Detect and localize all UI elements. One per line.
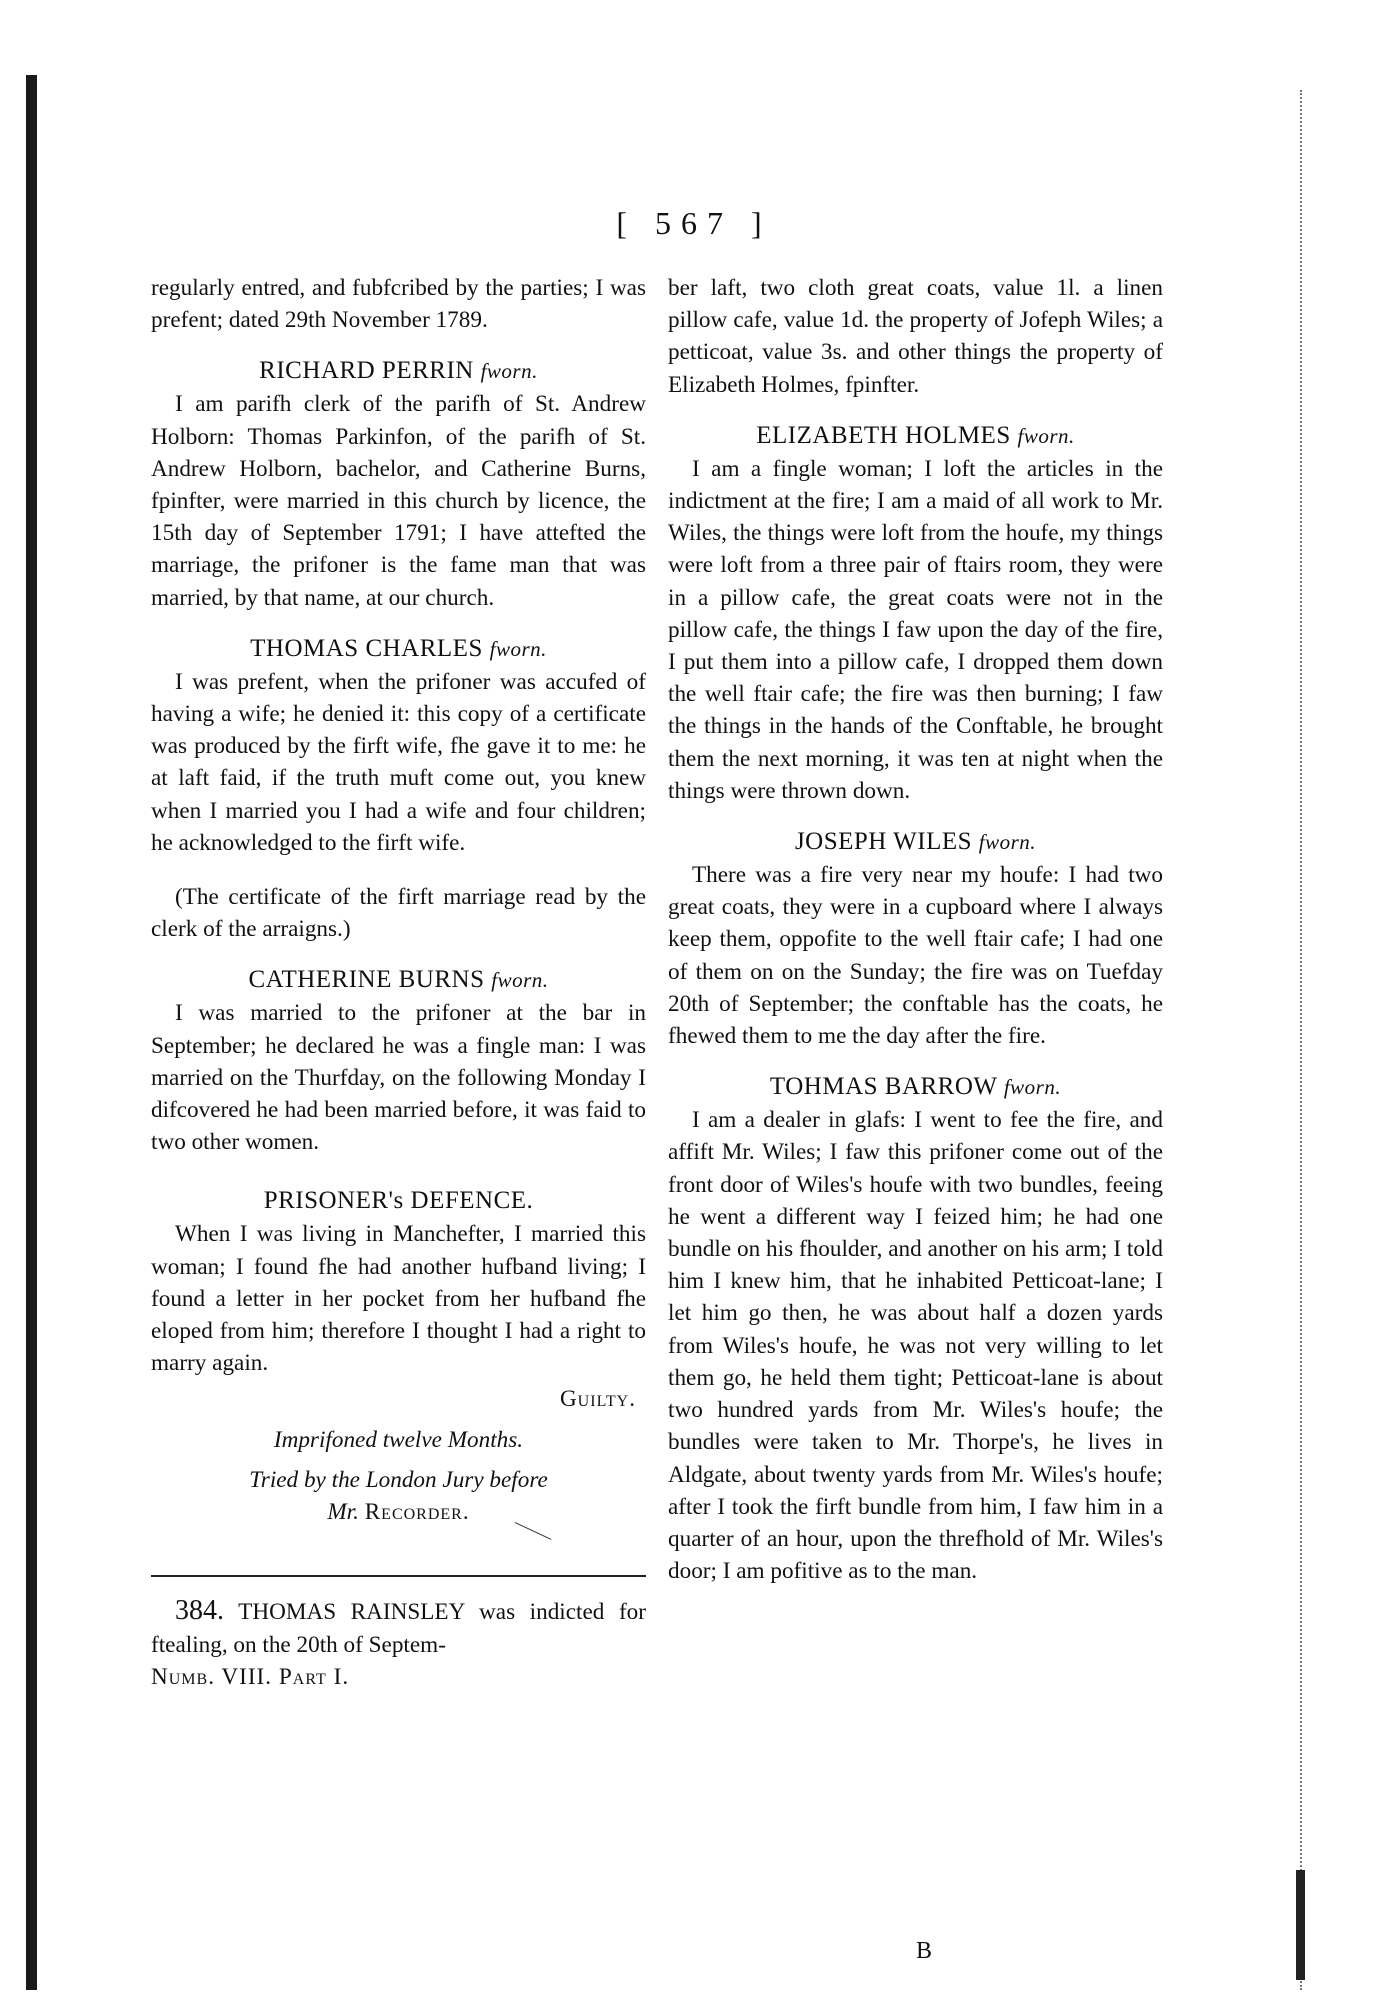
- sworn-label: fworn.: [978, 830, 1037, 855]
- sentence: Imprifoned twelve Months.: [273, 1426, 524, 1453]
- defence-heading: PRISONER's DEFENCE.: [263, 1187, 534, 1215]
- court-note: (The certificate of the firft marriage read by the clerk of the arraigns.): [151, 884, 646, 943]
- defence-text: When I was living in Manchefter, I married this woman; I found fhe had another hufband living; I found a letter in her pocket from her hufband fhe eloped from him; therefore I thought I had a right to marry again.: [151, 1221, 646, 1377]
- witness-name: TOHMAS BARROW: [769, 1073, 998, 1101]
- witness-name: THOMAS CHARLES: [250, 634, 483, 662]
- recorder-label: Recorder.: [364, 1499, 470, 1526]
- sworn-label: fworn.: [480, 359, 538, 384]
- section-divider: [151, 1575, 646, 1577]
- tried-by: [151, 1464, 646, 1528]
- testimony-joseph-wiles: There was a fire very near my houfe: I had two great coats, they were in a cupboard where I always keep them, oppofite to the well ftair cafe; I had one of them on on the Sunday; the fire was on Tuefday 20th of September; the conftable has the coats, he fhewed them to me the day after the fire.: [668, 862, 1163, 1050]
- tried-by-recorder-line: [151, 1496, 646, 1528]
- witness-name: CATHERINE BURNS: [248, 966, 485, 994]
- testimony-catherine-burns: I was married to the prifoner at the bar in September; he declared he was a fingle man: I was married on the Thurfday, on the following Monday I difcovered he had been married before, it was faid to two other women.: [151, 1000, 646, 1156]
- witness-name: JOSEPH WILES: [794, 828, 973, 856]
- case-continuation: ber laft, two cloth great coats, value 1l. a linen pillow cafe, value 1d. the property of Jofeph Wiles; a petticoat, value 3s. and other things the property of Elizabeth Holmes, fpinfter.: [668, 275, 1163, 398]
- mr-label: Mr.: [327, 1499, 359, 1526]
- witness-name: RICHARD PERRIN: [259, 357, 474, 385]
- page-number: [ 567 ]: [616, 205, 772, 241]
- right-column: [668, 272, 1163, 1587]
- sworn-label: fworn.: [1003, 1075, 1062, 1100]
- case-opening: [151, 1595, 646, 1660]
- sworn-label: fworn.: [489, 636, 547, 661]
- testimony-richard-perrin: I am parifh clerk of the parifh of St. Andrew Holborn: Thomas Parkinfon, of the parifh of St. Andrew Holborn, bachelor, and Catherine Burns, fpinfter, were married in this church by licence, the 15th day of September 1791; I have attefted the marriage, the prifoner is the fame man that was married, by that name, at our church.: [151, 391, 646, 611]
- signature-letter: B: [916, 1938, 933, 1964]
- testimony-elizabeth-holmes: I am a fingle woman; I loft the articles in the indictment at the fire; I am a maid of all work to Mr. Wiles, the things were loft from the houfe, my things were loft from a three pair of ftairs room, they were in a pillow cafe, the great coats were not in the pillow cafe, the things I faw upon the day of the fire, I put them into a pillow cafe, I dropped them down the well ftair cafe; the fire was then burning; I faw the things in the hands of the Conftable, he brought them the next morning, it was ten at night when the things were thrown down.: [668, 455, 1163, 804]
- witness-heading-joseph-wiles: [668, 825, 1163, 859]
- testimony-thomas-charles: I was prefent, when the prifoner was accufed of having a wife; he denied it: this copy of a certificate was produced by the firft wife, fhe gave it to me: he at laft faid, if the truth muft come out, you knew when I married you I had a wife and four children; he acknowledged to the firft wife.: [151, 668, 646, 856]
- page-edge-shadow-right: [1296, 1870, 1305, 1980]
- witness-heading-richard-perrin: [151, 354, 646, 388]
- sworn-label: fworn.: [491, 968, 549, 993]
- page-edge-specks-right: [1300, 90, 1303, 1990]
- witness-heading-thomas-charles: [151, 632, 646, 666]
- witness-heading-tohmas-barrow: [668, 1070, 1163, 1104]
- verdict: Guilty.: [559, 1386, 636, 1413]
- witness-heading-catherine-burns: [151, 963, 646, 997]
- case-text: THOMAS RAINSLEY was indicted for ftealing, on the 20th of Septem-: [151, 1599, 646, 1658]
- sworn-label: fworn.: [1017, 423, 1075, 448]
- signature-line: Numb. VIII. Part I.: [151, 1663, 350, 1690]
- case-number: 384.: [175, 1595, 224, 1627]
- testimony-tohmas-barrow: I am a dealer in glafs: I went to fee the fire, and affift Mr. Wiles; I faw this prifoner come out of the front door of Wiles's houfe with two bundles, feeing he went a different way I feized him; he had one bundle on his fhoulder, and another on his arm; I told him I knew him, that he inhabited Petticoat-lane; I let him go then, he was about half a dozen yards from Wiles's houfe, he was not very willing to let them go, he held them tight; Petticoat-lane is about two hundred yards from Mr. Wiles's houfe; the bundles were taken to Mr. Thorpe's, he lives in Aldgate, about twenty yards from Mr. Wiles's houfe; after I took the firft bundle from him, I faw him in a quarter of an hour, upon the threfhold of Mr. Wiles's door; I am pofitive as to the man.: [668, 1107, 1163, 1585]
- page-edge-shadow-left: [26, 75, 37, 1990]
- witness-heading-elizabeth-holmes: [668, 419, 1163, 453]
- witness-name: ELIZABETH HOLMES: [756, 421, 1011, 449]
- continued-paragraph: regularly entred, and fubfcribed by the parties; I was prefent; dated 29th November 1789.: [151, 275, 646, 334]
- tried-by-line: Tried by the London Jury before: [249, 1466, 548, 1493]
- left-column: [151, 272, 646, 1693]
